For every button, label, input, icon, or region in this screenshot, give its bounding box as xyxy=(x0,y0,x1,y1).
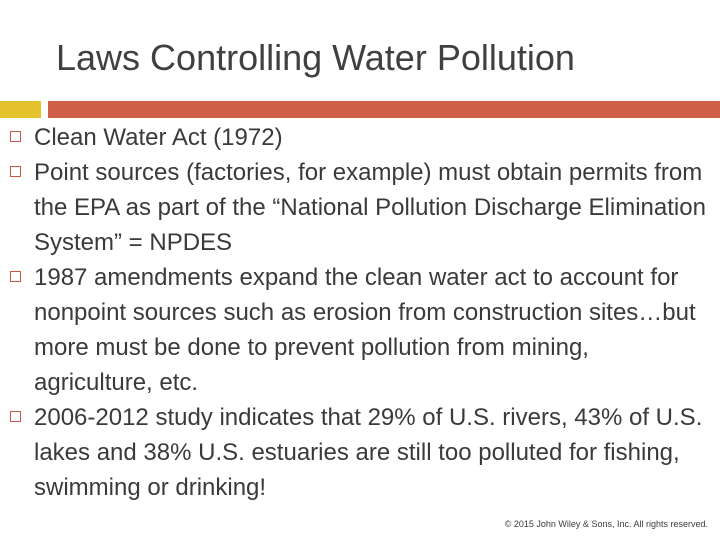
bullet-text: 2006-2012 study indicates that 29% of U.S. rivers, 43% of U.S. lakes and 38% U.S. estuaries are still too polluted for fishing, swimming or drinking! xyxy=(34,404,703,501)
bullet-item xyxy=(0,400,720,505)
bullet-text: Point sources (factories, for example) must obtain permits from the EPA as part of the “National Pollution Discharge Elimination System” = NPDES xyxy=(34,159,706,256)
hollow-square-bullet-icon xyxy=(10,131,21,142)
bullet-text: 1987 amendments expand the clean water act to account for nonpoint sources such as erosion from construction sites…but more must be done to prevent pollution from mining, agriculture, etc. xyxy=(34,264,696,396)
copyright-notice: © 2015 John Wiley & Sons, Inc. All rights reserved. xyxy=(504,519,708,529)
bullet-list xyxy=(0,120,720,505)
accent-square xyxy=(0,101,41,118)
hollow-square-bullet-icon xyxy=(10,411,21,422)
accent-bar xyxy=(48,101,720,118)
hollow-square-bullet-icon xyxy=(10,271,21,282)
slide-title: Laws Controlling Water Pollution xyxy=(56,37,575,78)
bullet-item xyxy=(0,260,720,400)
bullet-text: Clean Water Act (1972) xyxy=(34,124,283,151)
bullet-item xyxy=(0,155,720,260)
bullet-item xyxy=(0,120,720,155)
hollow-square-bullet-icon xyxy=(10,166,21,177)
